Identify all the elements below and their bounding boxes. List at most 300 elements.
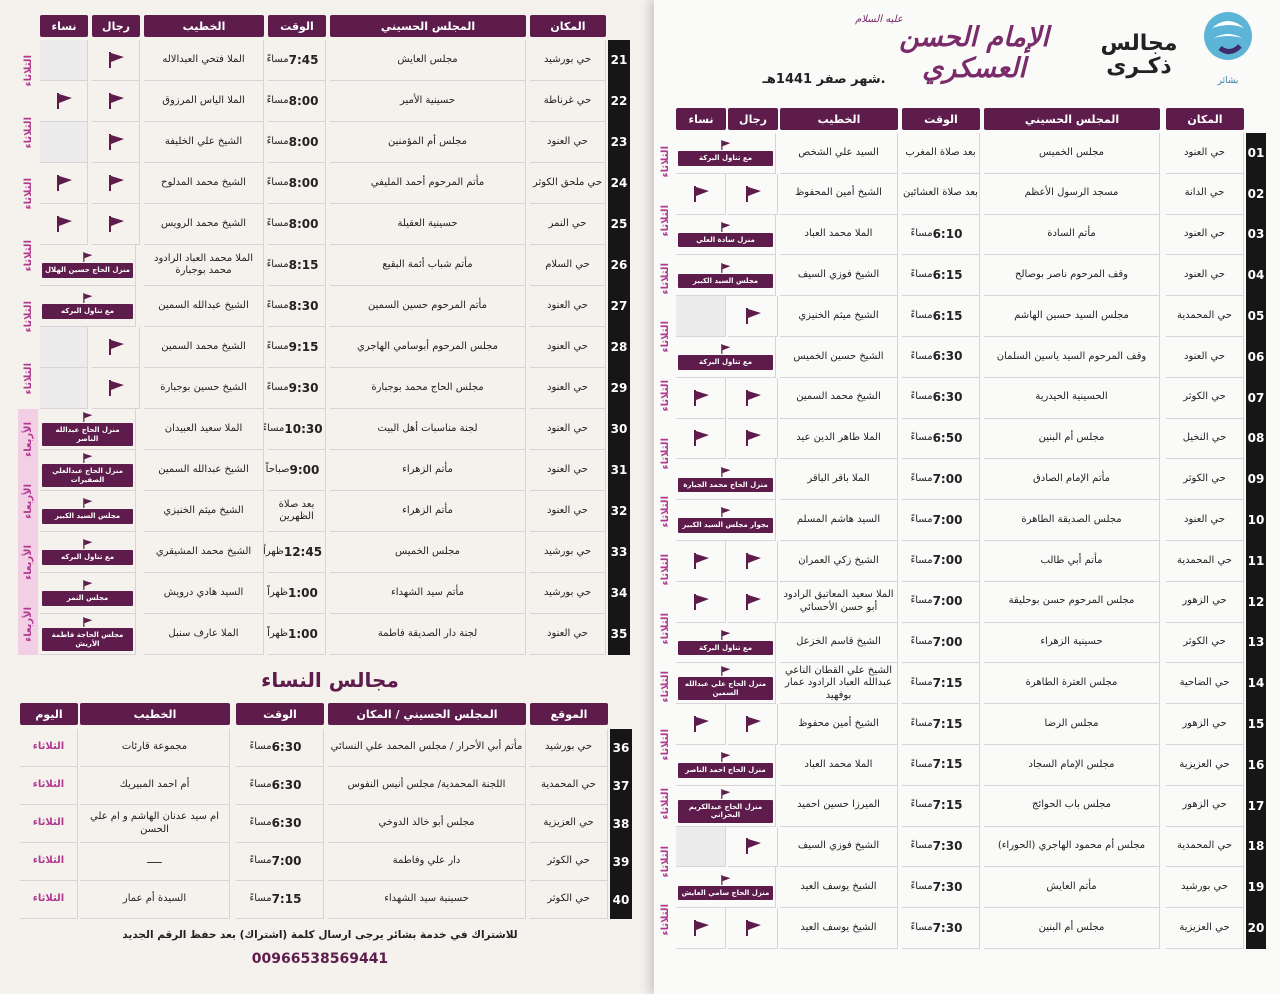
men-women-cell: [676, 459, 776, 500]
place-cell: حي العزيزية: [1166, 745, 1244, 786]
time-cell: [902, 704, 980, 745]
place-cell: حي العنود: [530, 327, 606, 368]
time-unit: مساءً: [910, 717, 933, 729]
time-value: 7:15: [932, 716, 963, 731]
time-unit: صباحاً: [265, 463, 290, 475]
place-cell: حي العنود: [530, 491, 606, 532]
men-cell: [728, 704, 778, 745]
majlis-cell: مأتم المرحوم أحمد المليفي: [330, 163, 526, 204]
row-number: 32: [608, 491, 630, 532]
time-cell: [268, 40, 326, 81]
majlis-cell: مجلس أم محمود الهاجري (الحوراء): [984, 827, 1160, 868]
row-number: 19: [1246, 867, 1266, 908]
location-note: مع تناول البركه: [42, 550, 133, 564]
place-cell: حي الضاحية: [1166, 663, 1244, 704]
flag-icon: [744, 553, 762, 569]
time-value: 7:00: [932, 471, 963, 486]
day-text: الأربعاء: [22, 545, 34, 581]
women-cell: [40, 122, 88, 163]
flag-icon: [692, 390, 710, 406]
place-cell: حي العنود: [530, 409, 606, 450]
row-number: 14: [1246, 663, 1266, 704]
time-unit: مساءً: [266, 94, 289, 106]
time-value: 7:00: [932, 553, 963, 568]
time-cell: [902, 786, 980, 827]
header-time: الوقت: [902, 108, 980, 130]
row-number: 06: [1246, 337, 1266, 378]
place-cell: حي ملحق الكوثر: [530, 163, 606, 204]
men-women-cell: [40, 450, 136, 491]
majlis-cell: اللجنة المحمدية/ مجلس أنيس النفوس: [328, 767, 526, 805]
row-number: 24: [608, 163, 630, 204]
day-text: الثلاثاء: [22, 55, 34, 87]
time-unit: مساءً: [910, 350, 933, 362]
women-cell: [40, 204, 88, 245]
time-value: 1:00: [288, 626, 318, 641]
honorific: عليه السلام: [855, 14, 903, 25]
row-number: 01: [1246, 133, 1266, 174]
speaker-cell: الملا فتحي العبدالاله: [144, 40, 264, 81]
place-cell: حي بورشيد: [530, 40, 606, 81]
flag-icon: [107, 134, 125, 150]
speaker-cell: الشيخ حسين بوجبارة: [144, 368, 264, 409]
women-cell: [676, 827, 726, 868]
men-women-cell: [676, 663, 776, 704]
place-cell: حي الكوثر: [530, 881, 608, 919]
row-number: 33: [608, 532, 630, 573]
flag-icon: [744, 594, 762, 610]
day-text: الأربعاء: [22, 483, 34, 519]
speaker-cell: الشيخ يوسف العيد: [780, 908, 898, 949]
row-number: 34: [608, 573, 630, 614]
day-text: الثلاثاء: [659, 321, 671, 353]
majlis-cell: مأتم الإمام الصادق: [984, 459, 1160, 500]
speaker-cell: ام سيد عدنان الهاشم و ام علي الحسن: [80, 805, 230, 843]
time-value: 7:15: [932, 675, 963, 690]
men-women-cell: [676, 745, 776, 786]
day-cell: الثلاثاء: [20, 805, 78, 843]
time-unit: مساءً: [910, 758, 933, 770]
day-text: الثلاثاء: [659, 670, 671, 703]
speaker-cell: الشيخ قاسم الخزعل: [780, 623, 898, 664]
flag-icon: [692, 920, 710, 936]
time-value: 7:15: [271, 892, 302, 906]
speaker-cell: الملا محمد العباد الرادود محمد بوجبارة: [144, 245, 264, 286]
men-cell: [92, 163, 140, 204]
time-cell: [236, 767, 324, 805]
subscribe-note: للاشتراك في خدمة بشائر يرجى ارسال كلمة (اشتراك) بعد حفظ الرقم الجديد: [122, 929, 518, 941]
place-cell: حي بورشيد: [530, 729, 608, 767]
speaker-cell: الشيخ محمد المشيقري: [144, 532, 264, 573]
row-number: 02: [1246, 174, 1266, 215]
day-label: [656, 424, 674, 482]
day-label: [656, 308, 674, 366]
men-cell: [728, 827, 778, 868]
place-cell: حي الكوثر: [1166, 378, 1244, 419]
time-unit: مساءً: [266, 135, 289, 147]
majlis-cell: مجلس الإمام السجاد: [984, 745, 1160, 786]
men-women-cell: [676, 255, 776, 296]
header-speaker: الخطيب: [780, 108, 898, 130]
flag-icon: [107, 380, 125, 396]
flag-icon: [82, 293, 93, 303]
place-cell: حي العزيزية: [530, 805, 608, 843]
flag-icon: [720, 507, 731, 517]
majlis-cell: مجلس العايش: [330, 40, 526, 81]
flag-icon: [720, 666, 731, 676]
header-women: نساء: [40, 15, 88, 37]
time-unit: مساءً: [266, 53, 289, 65]
time-value: 7:45: [288, 52, 319, 67]
time-cell: [236, 729, 324, 767]
row-number: 23: [608, 122, 630, 163]
time-unit: مساءً: [266, 217, 289, 229]
header-day: اليوم: [20, 703, 78, 725]
place-cell: حي السلام: [530, 245, 606, 286]
time-unit: مساءً: [910, 636, 933, 648]
time-cell: [902, 459, 980, 500]
flag-icon: [82, 580, 93, 590]
majlis-cell: مأتم العايش: [984, 867, 1160, 908]
day-label: [656, 716, 674, 774]
time-cell: بعد صلاة المغرب: [902, 133, 980, 174]
time-cell: [902, 378, 980, 419]
time-value: 9:00: [289, 462, 320, 477]
row-number: 09: [1246, 459, 1266, 500]
location-note: بجوار مجلس السيد الكبير: [678, 518, 773, 532]
men-cell: [728, 419, 778, 460]
row-number: 38: [610, 805, 632, 843]
flag-icon: [720, 222, 731, 232]
place-cell: حي العنود: [530, 614, 606, 655]
flag-icon: [720, 467, 731, 477]
time-cell: بعد صلاة العشائين: [902, 174, 980, 215]
time-cell: [268, 122, 326, 163]
men-cell: [92, 327, 140, 368]
majlis-cell: مأتم شباب أئمة البقيع: [330, 245, 526, 286]
time-value: 6:30: [932, 390, 963, 405]
flag-icon: [107, 93, 125, 109]
time-cell: [902, 337, 980, 378]
phone-number[interactable]: 00966538569441: [251, 951, 389, 967]
place-cell: حي بورشيد: [530, 532, 606, 573]
title-line-2: ذكـرى: [1106, 54, 1172, 80]
time-unit: ظهراً: [267, 586, 289, 598]
time-unit: مساءً: [910, 677, 933, 689]
time-value: 6:50: [932, 430, 963, 445]
speaker-cell: الملا سعيد المعاتيق الرادود أبو حسن الأحسائي: [780, 582, 898, 623]
time-value: 8:00: [288, 134, 319, 149]
row-number: 18: [1246, 827, 1266, 868]
right-page: [654, 0, 1280, 994]
day-label: [18, 286, 38, 348]
day-label: [18, 225, 38, 287]
time-unit: مساءً: [266, 381, 289, 393]
women-cell: [40, 368, 88, 409]
majlis-cell: مأتم الزهراء: [330, 450, 526, 491]
time-value: 6:30: [932, 349, 963, 364]
women-cell: [40, 40, 88, 81]
header-speaker: الخطيب: [80, 703, 230, 725]
time-unit: مساءً: [266, 176, 289, 188]
place-cell: حي العزيزية: [1166, 908, 1244, 949]
location-note: مجلس السيد الكبير: [42, 509, 133, 523]
left-page: [0, 0, 636, 994]
day-text: الأربعاء: [22, 606, 34, 642]
flag-icon: [720, 140, 731, 150]
day-label: [656, 541, 674, 599]
time-unit: مساءً: [910, 391, 933, 403]
flag-icon: [82, 498, 93, 508]
logo: [1200, 8, 1256, 88]
day-label: [656, 774, 674, 832]
row-number: 35: [608, 614, 630, 655]
time-unit: مساءً: [249, 741, 272, 753]
speaker-cell: السيدة أم عمار: [80, 881, 230, 919]
majlis-cell: وقف المرحوم السيد ياسين السلمان: [984, 337, 1160, 378]
flag-icon: [692, 553, 710, 569]
flag-icon: [744, 308, 762, 324]
flag-icon: [82, 412, 93, 422]
place-cell: حي المحمدية: [530, 767, 608, 805]
place-cell: حي النمر: [530, 204, 606, 245]
place-cell: حي العنود: [1166, 133, 1244, 174]
speaker-cell: الشيخ محمد المدلوح: [144, 163, 264, 204]
day-label: [18, 594, 38, 656]
time-value: 8:30: [288, 298, 319, 313]
row-number: 39: [610, 843, 632, 881]
day-text: الثلاثاء: [659, 204, 671, 237]
row-number: 30: [608, 409, 630, 450]
header-majlis: المجلس الحسيني: [984, 108, 1160, 130]
header-place: المكان: [1166, 108, 1244, 130]
majlis-cell: مجلس الخميس: [330, 532, 526, 573]
row-number: 10: [1246, 500, 1266, 541]
majlis-cell: مجلس أم المؤمنين: [330, 122, 526, 163]
men-cell: [728, 296, 778, 337]
flag-icon: [82, 539, 93, 549]
flag-icon: [82, 453, 93, 463]
location-note: منزل الحاج محمد الجبارة: [678, 478, 773, 492]
time-cell: [268, 81, 326, 122]
day-label: [656, 133, 674, 191]
speaker-cell: الشيخ محمد الرويس: [144, 204, 264, 245]
time-cell: [902, 745, 980, 786]
time-cell: [268, 286, 326, 327]
time-value: 6:30: [271, 778, 302, 792]
time-cell: [902, 255, 980, 296]
time-value: 6:15: [932, 308, 963, 323]
speaker-cell: الشيخ فوزي السيف: [780, 827, 898, 868]
majlis-cell: مأتم أبي الأحرار / مجلس المحمد علي النسائي: [328, 729, 526, 767]
speaker-cell: الملا باقر الباقر: [780, 459, 898, 500]
time-unit: مساءً: [249, 817, 272, 829]
time-cell: [262, 532, 326, 573]
row-number: 36: [610, 729, 632, 767]
men-women-cell: [40, 245, 136, 286]
logo-mark-icon: [1200, 8, 1256, 72]
logo-caption: بشائر: [1217, 76, 1239, 86]
imam-name: الإمام الحسن العسكري: [899, 22, 1049, 84]
day-text: الثلاثاء: [22, 116, 34, 148]
time-value: 10:30: [284, 421, 323, 436]
time-unit: ظهراً: [262, 545, 284, 557]
majlis-cell: مأتم المرحوم حسين السمين: [330, 286, 526, 327]
flag-icon: [55, 216, 73, 232]
speaker-cell: الميرزا حسين احميد: [780, 786, 898, 827]
speaker-cell: الشيخ محمد السمين: [144, 327, 264, 368]
men-women-cell: [40, 491, 136, 532]
time-value: 1:00: [288, 585, 318, 600]
location-note: منزل سادة العلي: [678, 233, 773, 247]
header-women: نساء: [676, 108, 726, 130]
row-number: 29: [608, 368, 630, 409]
place-cell: حي المحمدية: [1166, 296, 1244, 337]
men-women-cell: [40, 286, 136, 327]
location-note: منزل الحاج سامي العايش: [678, 886, 773, 900]
row-number: 25: [608, 204, 630, 245]
speaker-cell: ـــــ: [80, 843, 230, 881]
speaker-cell: الشيخ عبدالله السمين: [144, 286, 264, 327]
flag-icon: [744, 390, 762, 406]
women-cell: [676, 908, 726, 949]
majlis-cell: مجلس الصديقة الطاهرة: [984, 500, 1160, 541]
row-number: 12: [1246, 582, 1266, 623]
flag-icon: [744, 920, 762, 936]
location-note: مجلس السيد الكبير: [678, 274, 773, 288]
header-place: الموقع: [530, 703, 608, 725]
time-unit: مساءً: [266, 258, 289, 270]
row-number: 05: [1246, 296, 1266, 337]
day-label: [18, 163, 38, 225]
speaker-cell: السيد هاشم المسلم: [780, 500, 898, 541]
women-cell: [676, 541, 726, 582]
header-men: رجال: [728, 108, 778, 130]
place-cell: حي العنود: [530, 122, 606, 163]
flag-icon: [720, 875, 731, 885]
row-number: 04: [1246, 255, 1266, 296]
place-cell: حي غرناطة: [530, 81, 606, 122]
time-unit: مساءً: [266, 340, 289, 352]
speaker-cell: الملا طاهر الدين عيد: [780, 419, 898, 460]
header-majlis: المجلس الحسيني: [330, 15, 526, 37]
flag-icon: [82, 617, 93, 627]
place-cell: حي العنود: [530, 368, 606, 409]
time-value: 8:15: [288, 257, 319, 272]
flag-icon: [744, 430, 762, 446]
majlis-cell: لجنة مناسبات أهل البيت: [330, 409, 526, 450]
speaker-cell: الشيخ ميثم الخنيزي: [144, 491, 264, 532]
time-unit: مساءً: [910, 840, 933, 852]
time-value: 6:30: [271, 740, 302, 754]
time-value: 6:10: [932, 226, 963, 241]
flag-icon: [692, 594, 710, 610]
row-number: 28: [608, 327, 630, 368]
place-cell: حي النخيل: [1166, 419, 1244, 460]
time-unit: مساءً: [910, 309, 933, 321]
location-note: منزل الحاج عبدالكريم البحراني: [678, 800, 773, 823]
majlis-cell: لجنة دار الصديقة فاطمة: [330, 614, 526, 655]
time-unit: مساءً: [910, 881, 933, 893]
speaker-cell: السيد هادي درويش: [144, 573, 264, 614]
day-label: [18, 102, 38, 164]
majlis-cell: مجلس العترة الطاهرة: [984, 663, 1160, 704]
location-note: مجلس الحاجة فاطمة الأريش: [42, 628, 133, 651]
speaker-cell: الشيخ حسين الخميس: [780, 337, 898, 378]
row-number: 27: [608, 286, 630, 327]
day-text: الثلاثاء: [659, 437, 671, 470]
flag-icon: [692, 430, 710, 446]
men-cell: [728, 541, 778, 582]
time-cell: [268, 163, 326, 204]
day-label: [18, 409, 38, 471]
day-label: [656, 366, 674, 424]
location-note: مجلس النمر: [42, 591, 133, 605]
majlis-cell: مجلس الخميس: [984, 133, 1160, 174]
header-time: الوقت: [268, 15, 326, 37]
time-cell: [268, 614, 326, 655]
time-cell: [902, 215, 980, 256]
day-text: الثلاثاء: [659, 379, 671, 412]
men-women-cell: [676, 500, 776, 541]
majlis-cell: مجلس الرضا: [984, 704, 1160, 745]
men-women-cell: [676, 623, 776, 664]
time-value: 8:00: [288, 216, 319, 231]
majlis-cell: مأتم أبي طالب: [984, 541, 1160, 582]
flag-icon: [720, 630, 731, 640]
speaker-cell: الملا محمد العباد: [780, 215, 898, 256]
row-number: 03: [1246, 215, 1266, 256]
women-cell: [676, 296, 726, 337]
place-cell: حي الزهور: [1166, 582, 1244, 623]
women-cell: [40, 81, 88, 122]
location-note: مع تناول البركه: [42, 304, 133, 318]
day-text: الثلاثاء: [659, 146, 671, 178]
time-cell: [902, 623, 980, 664]
time-cell: [902, 867, 980, 908]
men-cell: [728, 378, 778, 419]
flag-icon: [107, 52, 125, 68]
row-number: 21: [608, 40, 630, 81]
place-cell: حي الكوثر: [1166, 459, 1244, 500]
time-cell: [268, 573, 326, 614]
header-majlis: المجلس الحسيني / المكان: [328, 703, 526, 725]
row-number: 40: [610, 881, 632, 919]
speaker-cell: الشيخ محمد السمين: [780, 378, 898, 419]
men-women-cell: [676, 786, 776, 827]
time-cell: [902, 827, 980, 868]
majlis-cell: مجلس أبو خالد الدوخي: [328, 805, 526, 843]
flag-icon: [744, 186, 762, 202]
women-section-title: مجالس النساء: [261, 668, 399, 692]
place-cell: حي بورشيد: [1166, 867, 1244, 908]
time-cell: [268, 245, 326, 286]
majlis-cell: دار علي وفاطمة: [328, 843, 526, 881]
header-men: رجال: [92, 15, 140, 37]
women-cell: [676, 419, 726, 460]
flag-icon: [692, 186, 710, 202]
majlis-cell: مجلس الحاج محمد بوجبارة: [330, 368, 526, 409]
speaker-cell: الشيخ زكي العمران: [780, 541, 898, 582]
time-unit: مساءً: [910, 595, 933, 607]
day-text: الثلاثاء: [659, 845, 671, 878]
majlis-cell: مأتم سيد الشهداء: [330, 573, 526, 614]
day-label: [656, 483, 674, 541]
time-unit: مساءً: [249, 779, 272, 791]
time-unit: مساءً: [910, 432, 933, 444]
day-label: [18, 40, 38, 102]
row-number: 08: [1246, 419, 1266, 460]
